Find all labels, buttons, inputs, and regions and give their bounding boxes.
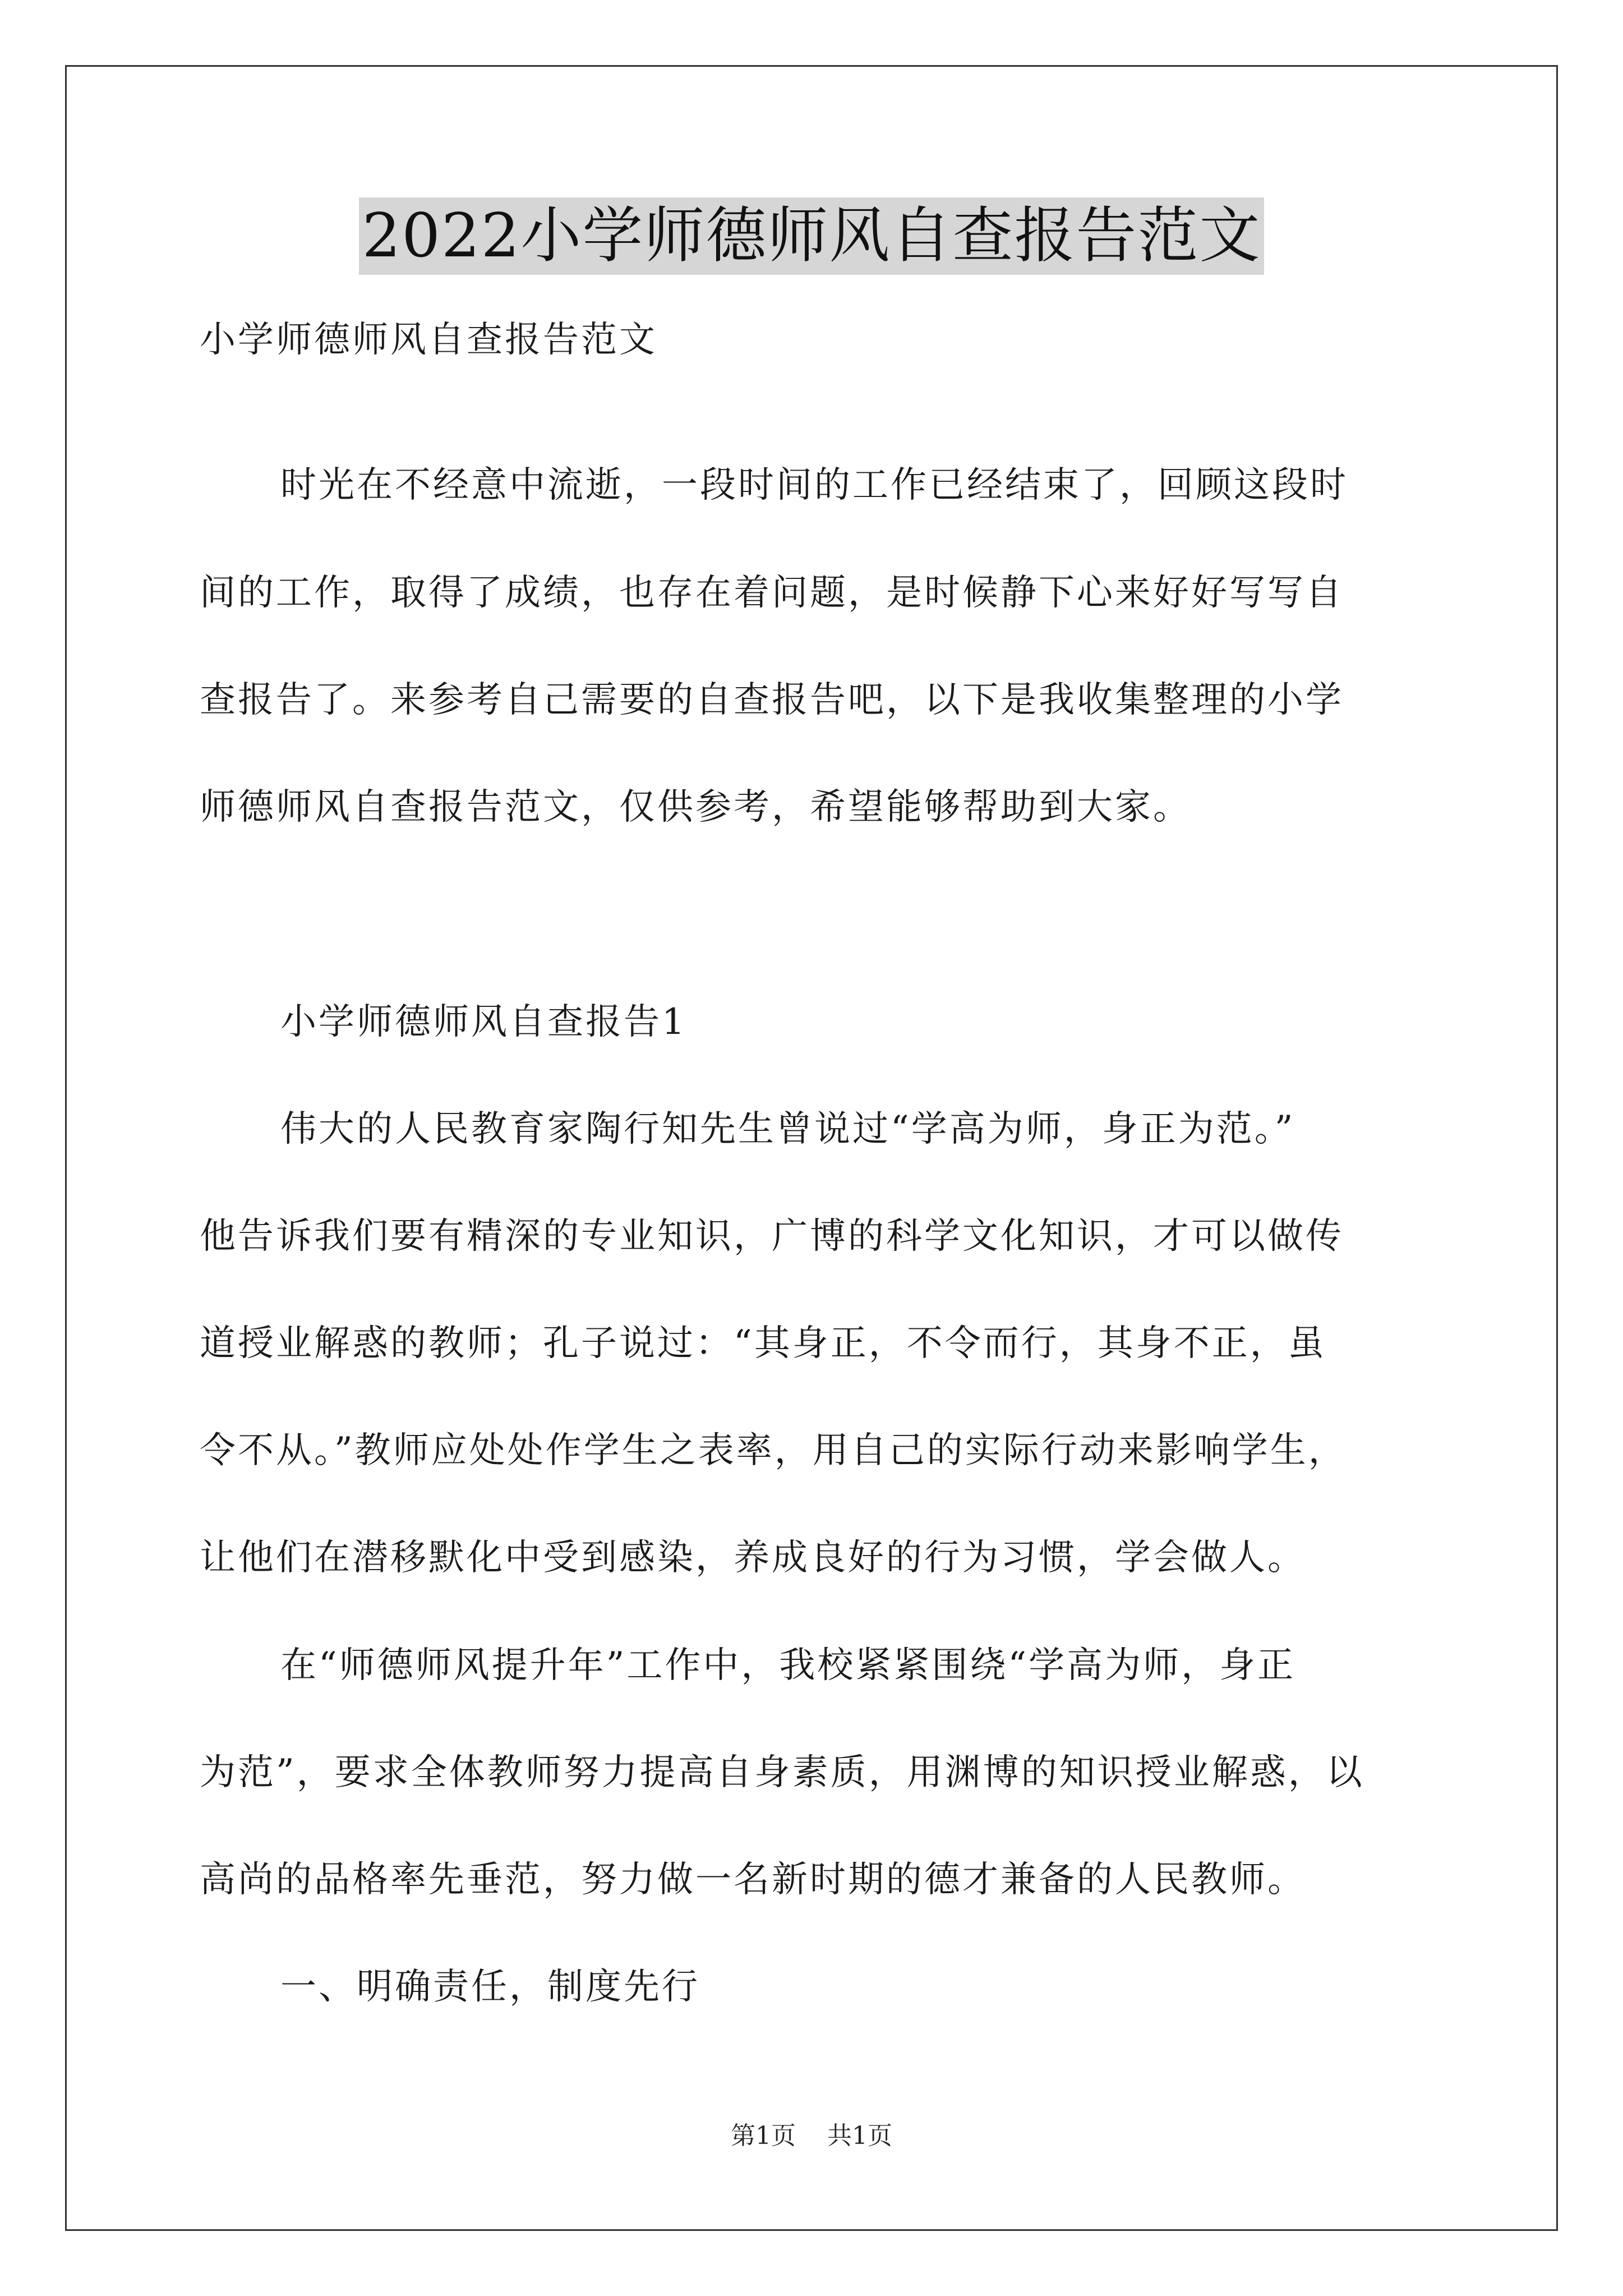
document-title: 2022小学师德师风自查报告范文 [359,197,1265,275]
paragraph-line: 让他们在潜移默化中受到感染，养成良好的行为习惯，学会做人。 [200,1537,1306,1579]
intro-line: 师德师风自查报告范文，仅供参考，希望能够帮助到大家。 [200,786,1191,828]
paragraph-line: 在“师德师风提升年”工作中，我校紧紧围绕“学高为师，身正 [280,1645,1296,1686]
paragraph-line: 令不从。”教师应处处作学生之表率，用自己的实际行动来影响学生， [200,1430,1347,1471]
paragraph-line: 高尚的品格率先垂范，努力做一名新时期的德才兼备的人民教师。 [200,1859,1306,1901]
paragraph-line: 道授业解惑的教师；孔子说过：“其身正，不令而行，其身不正，虽 [200,1323,1326,1364]
intro-line: 时光在不经意中流逝，一段时间的工作已经结束了，回顾这段时 [280,464,1348,506]
section-heading: 小学师德师风自查报告1 [280,1001,687,1043]
subtitle-line: 小学师德师风自查报告范文 [200,319,657,361]
paragraph-line: 伟大的人民教育家陶行知先生曾说过“学高为师，身正为范。” [280,1108,1295,1150]
section-subheading: 一、明确责任，制度先行 [280,1966,700,2008]
page-number: 第1页 [731,2122,796,2150]
title-container [0,197,1623,275]
page-footer [0,2120,1623,2152]
intro-line: 间的工作，取得了成绩，也存在着问题，是时候静下心来好好写写自 [200,572,1344,614]
intro-line: 查报告了。来参考自己需要的自查报告吧，以下是我收集整理的小学 [200,679,1344,721]
paragraph-line: 他告诉我们要有精深的专业知识，广博的科学文化知识，才可以做传 [200,1216,1344,1257]
paragraph-line: 为范”，要求全体教师努力提高自身素质，用渊博的知识授业解惑，以 [200,1752,1364,1793]
page-total: 共1页 [827,2122,892,2150]
